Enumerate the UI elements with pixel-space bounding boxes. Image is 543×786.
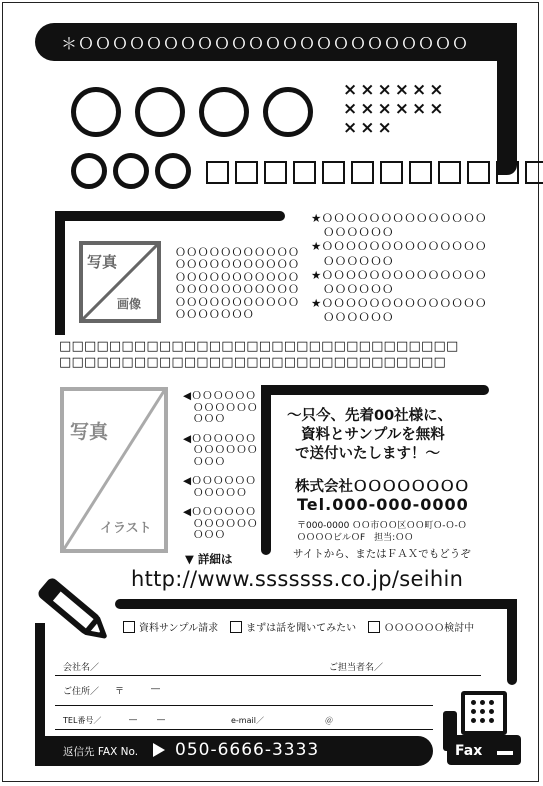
- offer-line: ～只今、先着00社様に、: [287, 408, 453, 424]
- company-note: サイトから、またはＦＡＸでもどうぞ: [293, 548, 471, 560]
- postal-mark: 〒: [115, 687, 125, 697]
- at-mark: ＠: [325, 716, 333, 725]
- info-bracket-left: [261, 385, 271, 555]
- bullet-line: ◀ＯＯＯＯＯＯ: [183, 432, 257, 445]
- placeholder-square: [409, 161, 432, 184]
- bullet-line: ◀ＯＯＯＯＯＯ: [183, 390, 257, 402]
- bullet-item: [183, 476, 258, 499]
- placeholder-square: [467, 161, 490, 184]
- photo-label-top: 写真: [87, 253, 118, 271]
- header-headline: ＊ＯＯＯＯＯＯＯＯＯＯＯＯＯＯＯＯＯＯＯＯＯＯＯ: [61, 34, 470, 53]
- big-circle: [199, 87, 249, 137]
- header-band-right: [497, 23, 517, 175]
- section-bracket-left: [55, 211, 65, 335]
- star-item-line2: ＯＯＯＯＯＯ: [323, 282, 394, 297]
- checkbox[interactable]: [368, 621, 380, 633]
- reply-label: 返信先 FAX No.: [63, 746, 139, 758]
- big-circle: [71, 87, 121, 137]
- text-line: ＯＯＯＯＯＯＯＯＯＯＯ: [175, 295, 300, 309]
- bullet-line: ＯＯＯＯＯＯ: [193, 517, 258, 530]
- bullet-line: ＯＯＯＯＯＯ: [193, 444, 258, 456]
- company-building: ＯＯＯＯビルＯF 担当:ＯＯ: [297, 533, 414, 543]
- company-name: 株式会社ＯＯＯＯＯＯＯＯ: [295, 479, 469, 495]
- bullet-line: ＯＯＯＯＯＯ: [193, 401, 258, 414]
- placeholder-square: [380, 161, 403, 184]
- x-mark-line: ××××××: [343, 99, 447, 119]
- text-line: ＯＯＯＯＯＯＯＯＯＯＯ: [175, 246, 300, 259]
- bullet-item: [183, 507, 258, 542]
- fax-number: 050-6666-3333: [175, 740, 320, 760]
- placeholder-square: [438, 161, 461, 184]
- squares-row: [206, 161, 543, 184]
- star-item-line2: ＯＯＯＯＯＯ: [323, 310, 394, 325]
- placeholder-square: [264, 161, 287, 184]
- check-label: まずは話を聞いてみたい: [246, 623, 357, 634]
- bullet-list: [183, 391, 258, 542]
- info-bracket-top: [261, 385, 489, 395]
- fax-icon-label: Fax: [455, 743, 483, 759]
- offer-text: [287, 407, 452, 464]
- bullet-line: ◀ＯＯＯＯＯＯ: [183, 506, 257, 518]
- bullet-line: ＯＯＯＯＯ: [193, 486, 247, 499]
- check-options: [123, 619, 474, 634]
- placeholder-square: [322, 161, 345, 184]
- medium-circle: [71, 153, 107, 189]
- placeholder-square: [206, 161, 229, 184]
- star-list: [311, 211, 487, 325]
- placeholder-square: [351, 161, 374, 184]
- bullet-line: ◀ＯＯＯＯＯＯ: [183, 475, 257, 487]
- placeholder-square: [293, 161, 316, 184]
- details-label: ▼ 詳細は: [185, 552, 233, 566]
- address-field-label: ご住所／: [63, 687, 100, 697]
- company-tel: Tel.000-000-0000: [297, 495, 469, 514]
- form-line[interactable]: [55, 675, 481, 676]
- postal-dash: ―: [151, 684, 160, 694]
- section-bracket: [55, 211, 285, 221]
- star-item-line1: ★ＯＯＯＯＯＯＯＯＯＯＯＯＯＯ: [311, 267, 487, 282]
- bullet-line: ＯＯＯ: [193, 529, 226, 541]
- person-field-label: ご担当者名／: [329, 663, 384, 673]
- fax-machine-icon: [443, 691, 523, 767]
- photo1-text-block: [175, 247, 299, 321]
- check-option[interactable]: [230, 619, 356, 634]
- placeholder-square: [525, 161, 543, 184]
- check-option[interactable]: [368, 619, 474, 634]
- text-line: ＯＯＯＯＯＯＯＯＯＯＯ: [175, 283, 300, 297]
- star-item-line1: ★ＯＯＯＯＯＯＯＯＯＯＯＯＯＯ: [311, 239, 487, 254]
- email-field-label: e-mail／: [231, 716, 264, 725]
- placeholder-square: [235, 161, 258, 184]
- check-option[interactable]: [123, 619, 218, 634]
- text-line: ＯＯＯＯＯＯＯＯＯＯＯ: [175, 270, 300, 284]
- star-item-line1: ★ＯＯＯＯＯＯＯＯＯＯＯＯＯＯ: [311, 211, 487, 225]
- bullet-line: ＯＯＯ: [193, 413, 226, 425]
- x-mark-block: [343, 81, 446, 138]
- big-circles-row1: [71, 87, 313, 137]
- x-mark-line: ×××: [343, 118, 395, 138]
- photo-placeholder-1: [79, 241, 161, 323]
- form-bracket-top: [115, 599, 517, 609]
- form-bracket-right: [507, 599, 517, 685]
- fax-keypad: [471, 700, 494, 723]
- fax-slot: [497, 751, 513, 755]
- tel-dash: ―: [129, 715, 137, 724]
- tel-field-label: TEL番号／: [63, 716, 102, 725]
- photo-label-top: 写真: [70, 421, 109, 443]
- photo-label-bottom: イラスト: [100, 521, 152, 536]
- play-icon: [153, 743, 165, 757]
- bullet-item: [183, 391, 258, 426]
- form-line[interactable]: [55, 705, 433, 706]
- big-circle: [135, 87, 185, 137]
- star-item-line2: ＯＯＯＯＯＯ: [323, 225, 394, 240]
- photo-label-bottom: 画像: [117, 297, 142, 311]
- x-mark-line: ××××××: [343, 80, 447, 100]
- bullet-line: ＯＯＯ: [193, 455, 226, 468]
- star-item-line1: ★ＯＯＯＯＯＯＯＯＯＯＯＯＯＯ: [311, 296, 487, 311]
- tel-dash: ―: [157, 715, 165, 724]
- checkbox[interactable]: [230, 621, 242, 633]
- text-line: ＯＯＯＯＯＯＯ: [175, 308, 255, 322]
- form-bracket-left: [35, 623, 45, 745]
- check-label: 資料サンプル請求: [139, 623, 219, 634]
- offer-line: で送付いたします！～: [295, 446, 440, 462]
- medium-circle: [113, 153, 149, 189]
- star-item-line2: ＯＯＯＯＯＯ: [323, 253, 394, 268]
- website-url[interactable]: http://www.sssssss.co.jp/seihin: [131, 567, 464, 591]
- flyer-page: [2, 2, 539, 782]
- big-circles-row2: [71, 153, 191, 189]
- company-field-label: 会社名／: [63, 663, 100, 673]
- big-circle: [263, 87, 313, 137]
- checkbox[interactable]: [123, 621, 135, 633]
- check-label: ＯＯＯＯＯＯ検討中: [384, 623, 475, 634]
- placeholder-square: [496, 161, 519, 184]
- form-line[interactable]: [55, 729, 433, 730]
- bullet-item: [183, 434, 258, 469]
- offer-line: 資料とサンプルを無料: [301, 427, 445, 443]
- company-address: 〒000-0000 ＯＯ市ＯＯ区ＯＯ町Ｏ-Ｏ-Ｏ: [297, 521, 467, 531]
- medium-circle: [155, 153, 191, 189]
- photo-placeholder-2: [60, 387, 168, 553]
- text-line: ＯＯＯＯＯＯＯＯＯＯＯ: [175, 258, 300, 272]
- small-squares-line: □□□□□□□□□□□□□□□□□□□□□□□□□□□□□□□: [59, 355, 446, 370]
- small-squares-line: □□□□□□□□□□□□□□□□□□□□□□□□□□□□□□□□: [59, 339, 459, 354]
- small-squares-block: [59, 339, 458, 371]
